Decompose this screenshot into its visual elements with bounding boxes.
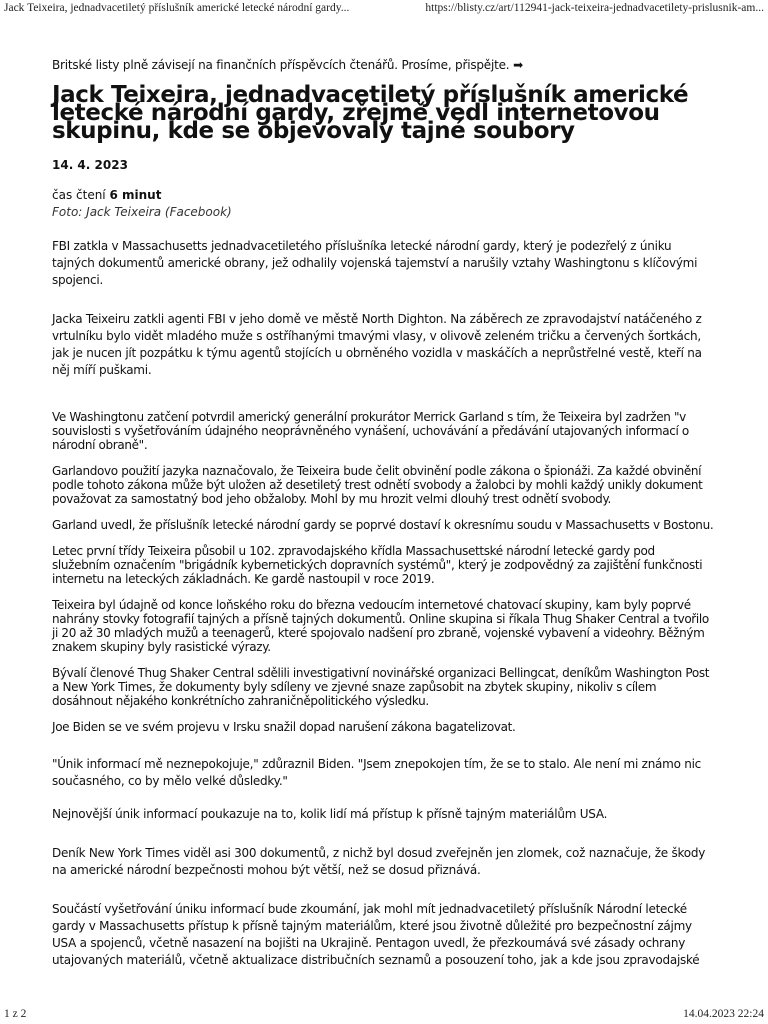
paragraph-4: Garlandovo použití jazyka naznačovalo, že Teixeira bude čelit obvinění podle zákona o špionáži. Za každé obvinění podle tohoto zákona může být uložen až desetiletý trest odnětí svobody a žalobci by mohli každý unikly dokument považovat za samostatný bod jeho obžaloby. Mohl by mu hrozit velmi dlouhý trest odnětí svobody. xyxy=(52,464,703,506)
paragraph-8: Bývalí členové Thug Shaker Central sdělili investigativní novinářské organizaci Bellingcat, deníkům Washington Post a New York Times, že dokumenty byly sdíleny ve zjevné snaze zapůsobit na zbytek skupiny, nikoliv s cílem dosáhnout nějakého konkrétnícho zahraničněpolitického výsledku. xyxy=(52,666,710,708)
article-date: 14. 4. 2023 xyxy=(52,158,128,172)
print-datetime: 14.04.2023 22:24 xyxy=(683,1008,764,1020)
paragraph-1: FBI zatkla v Massachusetts jednadvacetiletého příslušníka letecké národní gardy, který je podezřelý z úniku tajných dokumentů americké obrany, jež odhalily vojenská tajemství a narušily vztahy Washingtonu s klíčovými spojenci. xyxy=(52,239,698,287)
paragraph-2: Jacka Teixeiru zatkli agenti FBI v jeho domě ve městě North Dighton. Na záběrech ze zpravodajství natáčeného z vrtulníku bylo vidět mladého muže s ostříhanými tmavými vlasy, v olivově zeleném tričku a červených šortkách, jak je nucen jít pozpátku k týmu agentů stojících u obrněného vozidla v maskáčích a neprůstřelné vestě, kteří na něj míří puškami. xyxy=(52,312,702,377)
article xyxy=(52,58,716,969)
paragraph-5: Garland uvedl, že příslušník letecké národní gardy se poprvé dostaví k okresnímu soudu v Massachusetts v Bostonu. xyxy=(52,518,714,532)
reading-time xyxy=(52,187,716,204)
paragraph-6: Letec první třídy Teixeira působil u 102. zpravodajského křídla Massachusettské národní letecké gardy pod služebním označením "brigádník kybernetických dopravních systémů", který je zodpovědný za zajištění funkčnosti internetu na leteckých základnách. Ke gardě nastoupil v roce 2019. xyxy=(52,544,703,586)
paragraph-10: "Únik informací mě neznepokojuje," zdůraznil Biden. "Jsem znepokojen tím, že se to stalo. Ale není mi známo nic současného, co by mělo velké důsledky." xyxy=(52,757,702,788)
print-header xyxy=(0,0,768,18)
paragraph-7: Teixeira byl údajně od konce loňského roku do března vedoucím internetové chatovací skupiny, kam byly poprvé nahrány stovky fotografií tajných a přísně tajných dokumentů. Online skupina si říkala Thug Shaker Central a tvořilo ji 20 až 30 mladých mužů a teenagerů, které spojovalo nadšení pro zbraně, vojenské vybavení a videohry. Běžným znakem skupiny byly rasistické výrazy. xyxy=(52,598,709,654)
print-header-url[interactable]: https://blisty.cz/art/112941-jack-teixeira-jednadvacetilety-prislusnik-am... xyxy=(425,2,764,14)
support-text[interactable]: Britské listy plně závisejí na finančních příspěvcích čtenářů. Prosíme, přispějte. xyxy=(52,58,510,72)
page-number: 1 z 2 xyxy=(4,1008,27,1020)
support-banner[interactable] xyxy=(52,58,716,72)
paragraph-11: Nejnovější únik informací poukazuje na to, kolik lidí má přístup k přísně tajným materiálům USA. xyxy=(52,807,608,821)
photo-credit: Foto: Jack Teixeira (Facebook) xyxy=(52,205,232,219)
paragraph-12: Deník New York Times viděl asi 300 dokumentů, z nichž byl dosud zveřejněn jen zlomek, což naznačuje, že škody na americké národní bezpečnosti mohou být větší, než se dosud přiznává. xyxy=(52,846,706,877)
reading-time-value: 6 minut xyxy=(109,188,162,202)
arrow-right-icon[interactable]: ➡ xyxy=(513,58,523,72)
paragraph-9: Joe Biden se ve svém projevu v Irsku snažil dopad narušení zákona bagatelizovat. xyxy=(52,720,516,734)
paragraph-13: Součástí vyšetřování úniku informací bude zkoumání, jak mohl mít jednadvacetiletý příslušník Národní letecké gardy v Massachusetts přístup k přísně tajným materiálům, které jsou životně důležité pro bezpečnostní zájmy USA a spojenců, včetně nasazení na bojišti na Ukrajině. Pentagon uvedl, že přezkoumává své zásady ochrany utajovaných materiálů, včetně aktualizace distribučních seznamů a posouzení toho, jak a kde jsou zpravodajské xyxy=(52,902,700,967)
paragraph-3: Ve Washingtonu zatčení potvrdil americký generální prokurátor Merrick Garland s tím, že Teixeira byl zadržen "v souvislosti s vyšetřováním údajného neoprávněného vynášení, uchovávání a předávání utajovaných informací o národní obraně". xyxy=(52,410,689,452)
print-header-title: Jack Teixeira, jednadvacetiletý příslušník americké letecké národní gardy... xyxy=(4,2,350,14)
reading-time-label: čas čtení xyxy=(52,188,106,202)
article-headline: Jack Teixeira, jednadvacetiletý příslušník americké letecké národní gardy, zřejmě vedl internetovou skupinu, kde se objevovaly tajné soubory xyxy=(52,82,689,144)
print-footer xyxy=(0,1004,768,1024)
